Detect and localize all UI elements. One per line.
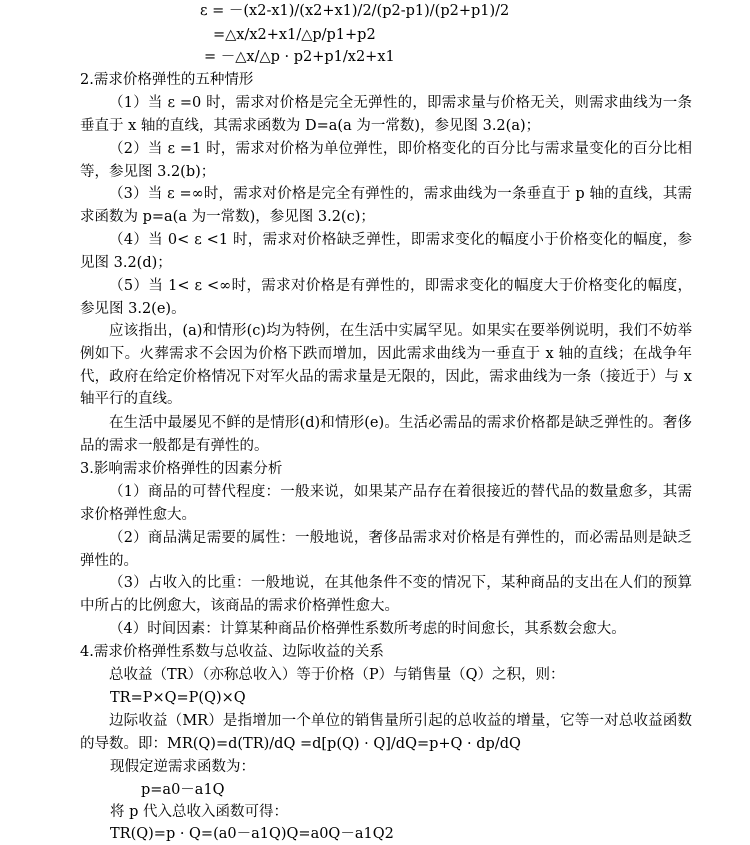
special-cases-paragraph: 应该指出，(a)和情形(c)均为特例，在生活中实属罕见。如果实在要举例说明，我们不妨举例如下。火葬需求不会因为价格下跌而增加，因此需求曲线为一垂直于 x 轴的直线；在战争年代，政府在给定价格情况下对军火品的需求量是无限的，因此，需求曲线为一条（接近于）与 x 轴平行的直线。 [80, 323, 692, 408]
section-2-heading: 2.需求价格弹性的五种情形 [80, 72, 254, 88]
marginal-revenue-definition: 边际收益（MR）是指增加一个单位的销售量所引起的总收益的增量，它等一对总收益函数的导数。即：MR(Q)=d(TR)/dQ =d[p(Q) · Q]/dQ=p+Q · dp/dQ [80, 713, 692, 752]
formula-text: ε = －(x2-x1)/(x2+x1)/2/(p2-p1)/(p2+p1)/2 [200, 3, 510, 19]
total-revenue-formula: TR=P×Q=P(Q)×Q [110, 690, 246, 706]
case-3-paragraph: （3）当 ε =∞时，需求对价格是完全有弹性的，需求曲线为一条垂直于 p 轴的直线，其需求函数为 p=a(a 为一常数)，参见图 3.2(c)； [80, 186, 692, 225]
factor-1-paragraph: （1）商品的可替代程度：一般来说，如果某产品存在着很接近的替代品的数量愈多，其需求价格弹性愈大。 [80, 484, 692, 523]
elasticity-formula-line-1 [200, 0, 509, 22]
case-2-paragraph: （2）当 ε =1 时，需求对价格为单位弹性，即价格变化的百分比与需求量变化的百分比相等，参见图 3.2(b)； [80, 141, 692, 180]
section-4-heading: 4.需求价格弹性系数与总收益、边际收益的关系 [80, 644, 384, 660]
case-5-paragraph: （5）当 1< ε <∞时，需求对价格是有弹性的，即需求变化的幅度大于价格变化的幅度，参见图 3.2(e)。 [80, 278, 692, 317]
substitution-intro: 将 p 代入总收入函数可得： [110, 804, 288, 820]
section-3-heading: 3.影响需求价格弹性的因素分析 [80, 461, 283, 477]
factor-4-paragraph: （4）时间因素：计算某种商品价格弹性系数所考虑的时间愈长，其系数会愈大。 [109, 621, 626, 637]
case-1-paragraph: （1）当 ε =0 时，需求对价格是完全无弹性的，即需求量与价格无关，则需求曲线为一条垂直于 x 轴的直线，其需求函数为 D=a(a 为一常数)，参见图 3.2(a)； [80, 95, 692, 134]
formula-text: = －△x/△p · p2+p1/x2+x1 [204, 49, 395, 65]
inverse-demand-intro: 现假定逆需求函数为： [110, 759, 255, 775]
total-revenue-definition: 总收益（TR）（亦称总收入）等于价格（P）与销售量（Q）之积，则： [109, 667, 565, 683]
elasticity-formula-line-2 [213, 24, 376, 46]
common-cases-paragraph: 在生活中最屡见不鲜的是情形(d)和情形(e)。生活必需品的需求价格都是缺乏弹性的。奢侈品的需求一般都是有弹性的。 [80, 415, 692, 454]
elasticity-formula-line-3 [204, 46, 395, 68]
formula-text: =△x/x2+x1/△p/p1+p2 [213, 27, 376, 43]
factor-2-paragraph: （2）商品满足需要的属性：一般地说，奢侈品需求对价格是有弹性的，而必需品则是缺乏弹性的。 [80, 530, 692, 569]
total-revenue-result: TR(Q)=p · Q=(a0－a1Q)Q=a0Q－a1Q2 [110, 826, 394, 842]
factor-3-paragraph: （3）占收入的比重：一般地说，在其他条件不变的情况下，某种商品的支出在人们的预算中所占的比例愈大，该商品的需求价格弹性愈大。 [80, 575, 692, 614]
inverse-demand-formula: p=a0－a1Q [141, 782, 225, 798]
case-4-paragraph: （4）当 0< ε <1 时，需求对价格缺乏弹性，即需求变化的幅度小于价格变化的幅度，参见图 3.2(d)； [80, 232, 692, 271]
